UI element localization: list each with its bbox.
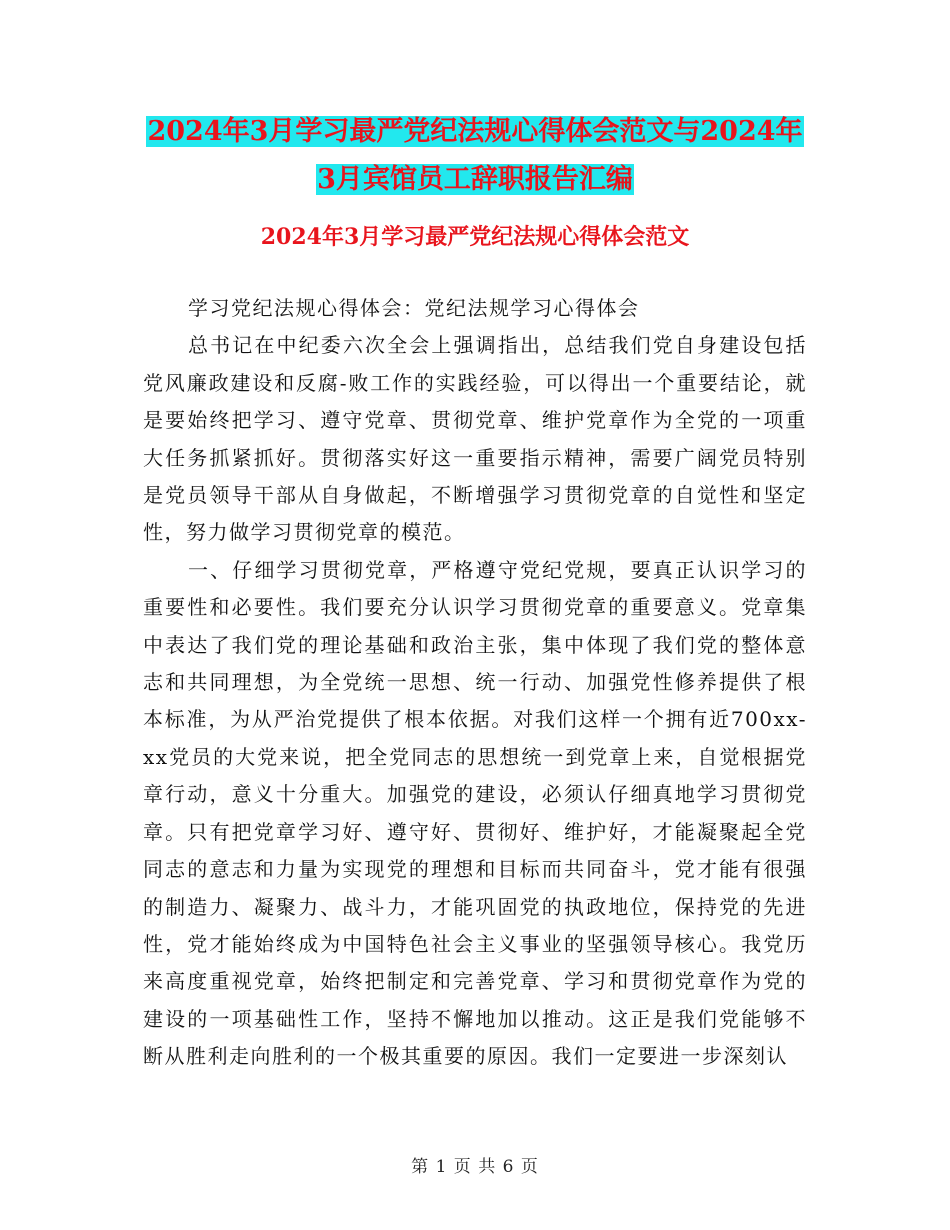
paragraph: 学习党纪法规心得体会：党纪法规学习心得体会 — [188, 296, 640, 320]
section-title: 2024年3月学习最严党纪法规心得体会范文 — [260, 224, 690, 250]
paragraph: 一、仔细学习贯彻党章，严格遵守党纪党规，要真正认识学习的重要性和必要性。我们要充分认识学习贯彻党章的重要意义。党章集中表达了我们党的理论基础和政治主张，集中体现了我们党的整体意志和共同理想，为全党统一思想、统一行动、加强党性修养提供了根本标准，为从严治党提供了根本依据。对我们这样一个拥有近700xx-xx党员的大党来说，把全党同志的思想统一到党章上来，自觉根据党章行动，意义十分重大。加强党的建设，必须认仔细真地学习贯彻党章。只有把党章学习好、遵守好、贯彻好、维护好，才能凝聚起全党同志的意志和力量为实现党的理想和目标而共同奋斗，党才能有很强的制造力、凝聚力、战斗力，才能巩固党的执政地位，保持党的先进性，党才能始终成为中国特色社会主义事业的坚强领导核心。我党历来高度重视党章，始终把制定和完善党章、学习和贯彻党章作为党的建设的一项基础性工作，坚持不懈地加以推动。这正是我们党能够不断从胜利走向胜利的一个极其重要的原因。我们一定要进一步深刻认 — [143, 557, 807, 1069]
document-title-line-1: 2024年3月学习最严党纪法规心得体会范文与2024年 — [147, 116, 803, 147]
paragraph: 总书记在中纪委六次全会上强调指出，总结我们党自身建设包括党风廉政建设和反腐-败工作的实践经验，可以得出一个重要结论，就是要始终把学习、遵守党章、贯彻党章、维护党章作为全党的一项重大任务抓紧抓好。贯彻落实好这一重要指示精神，需要广阔党员特别是党员领导干部从自身做起，不断增强学习贯彻党章的自觉性和坚定性，努力做学习贯彻党章的模范。 — [143, 333, 807, 545]
body-text — [143, 290, 807, 1076]
document-title — [140, 108, 810, 204]
document-title-line-2: 3月宾馆员工辞职报告汇编 — [317, 164, 633, 195]
page-number-footer: 第 1 页 共 6 页 — [411, 1157, 539, 1177]
